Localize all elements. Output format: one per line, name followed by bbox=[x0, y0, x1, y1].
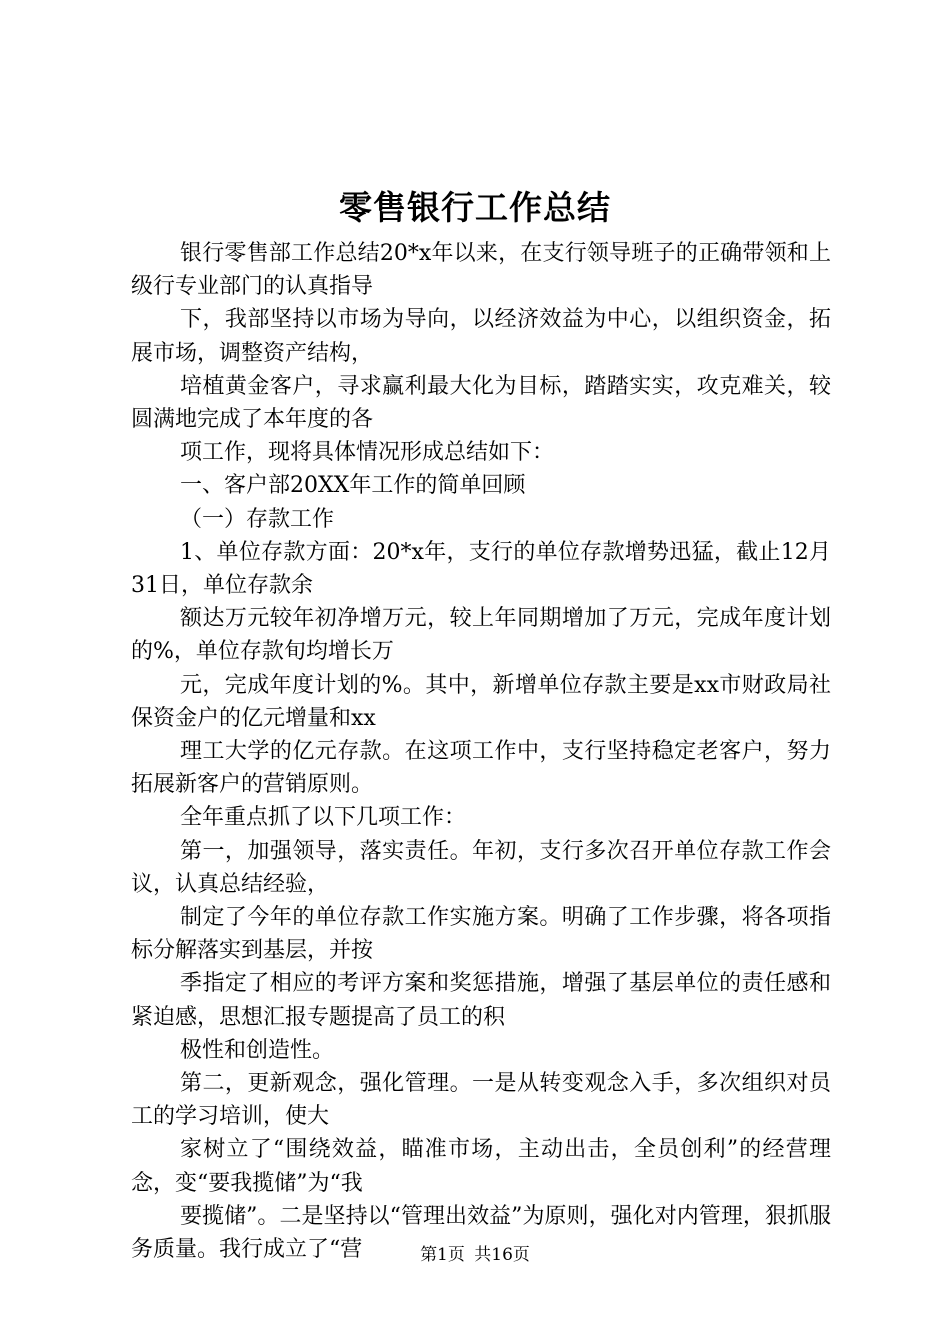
paragraph: 要揽储”。二是坚持以“管理出效益”为原则，强化对内管理，狠抓服务质量。我行成立了“营 bbox=[131, 1203, 831, 1263]
paragraph: 额达万元较年初净增万元，较上年同期增加了万元，完成年度计划的%，单位存款旬均增长万 bbox=[131, 606, 831, 665]
paragraph: 季指定了相应的考评方案和奖惩措施，增强了基层单位的责任感和紧迫感，思想汇报专题提高了员工的积 bbox=[131, 971, 831, 1030]
paragraph: 极性和创造性。 bbox=[180, 1037, 335, 1063]
paragraph: 项工作，现将具体情况形成总结如下： bbox=[180, 440, 555, 466]
paragraph: 银行零售部工作总结20*x年以来，在支行领导班子的正确带领和上级行专业部门的认真指导 bbox=[131, 241, 831, 300]
page-number: 第1页 bbox=[420, 1245, 465, 1265]
paragraph: 1、单位存款方面：20*x年，支行的单位存款增势迅猛，截止12月31日，单位存款余 bbox=[131, 539, 831, 599]
paragraph: 制定了今年的单位存款工作实施方案。明确了工作步骤，将各项指标分解落实到基层，并按 bbox=[131, 905, 831, 964]
paragraph: 元，完成年度计划的%。其中，新增单位存款主要是xx市财政局社保资金户的亿元增量和xx bbox=[131, 672, 831, 731]
page-total: 共16页 bbox=[474, 1245, 530, 1265]
paragraph: 培植黄金客户，寻求赢利最大化为目标，踏踏实实，攻克难关，较圆满地完成了本年度的各 bbox=[131, 373, 831, 433]
paragraph: 理工大学的亿元存款。在这项工作中，支行坚持稳定老客户，努力拓展新客户的营销原则。 bbox=[131, 739, 831, 798]
paragraph: 第一，加强领导，落实责任。年初，支行多次召开单位存款工作会议，认真总结经验， bbox=[131, 838, 831, 897]
section-heading: 一、客户部20XX年工作的简单回顾 bbox=[180, 473, 526, 499]
paragraph: 下，我部坚持以市场为导向，以经济效益为中心，以组织资金，拓展市场，调整资产结构， bbox=[131, 307, 831, 366]
subsection-heading: （一）存款工作 bbox=[180, 506, 335, 532]
page-footer bbox=[0, 1243, 950, 1267]
document-body bbox=[131, 237, 831, 1266]
paragraph: 第二，更新观念，强化管理。一是从转变观念入手，多次组织对员工的学习培训，使大 bbox=[131, 1071, 831, 1130]
paragraph: 全年重点抓了以下几项工作： bbox=[180, 805, 467, 831]
document-title: 零售银行工作总结 bbox=[339, 188, 611, 227]
paragraph: 家树立了“围绕效益，瞄准市场，主动出击，全员创利”的经营理念，变“要我揽储”为“我 bbox=[131, 1137, 831, 1196]
